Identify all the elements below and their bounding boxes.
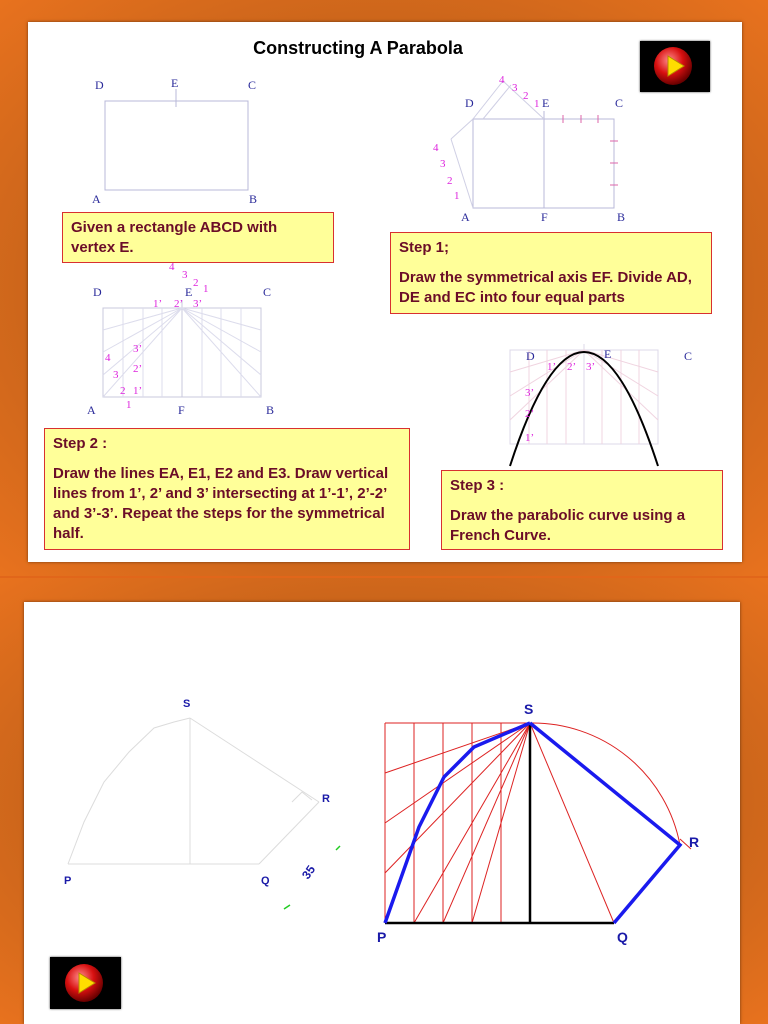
play-button[interactable] [50,957,121,1009]
label-c: C [684,349,693,363]
label-2-prime: 2’ [174,298,184,310]
label-b: B [249,192,258,206]
label-c: C [248,78,257,92]
label-1: 1 [203,283,209,295]
step2-body: Draw the lines EA, E1, E2 and E3. Draw vertical lines from 1’, 2’ and 3’ intersecting at 1’-1’, 2’-2’ and 3’-3’. Repeat the steps for the symmetrical half. [53,465,389,542]
label-4: 4 [169,261,175,273]
label-e: E [604,347,612,361]
label-d: D [526,349,535,363]
label-2: 2 [447,175,453,187]
label-b: B [617,210,626,224]
label-1-prime: 1’ [547,361,557,373]
given-note [62,212,334,263]
play-button-icon [50,957,121,1009]
figure-pqrs-construction [369,697,709,957]
label-3-prime: 3’ [193,298,203,310]
label-2: 2 [523,90,529,102]
given-text: Given a rectangle ABCD with vertex E. [71,219,278,256]
label-4: 4 [433,142,439,154]
label-2-prime: 2’ [567,361,577,373]
label-3: 3 [512,82,518,94]
parabolic-curve [385,723,530,923]
label-s: S [183,698,191,710]
label-p: P [64,875,72,887]
label-3-prime: 3’ [133,343,143,355]
slide-pqrs-construction [0,578,768,1024]
label-q: Q [261,875,270,887]
label-3-prime: 3’ [525,387,535,399]
label-d: D [95,78,104,92]
polygon-outline [530,723,680,923]
label-3: 3 [113,369,119,381]
label-1: 1 [534,98,540,110]
label-1-prime: 1’ [525,432,535,444]
label-2-prime: 2’ [525,408,535,420]
slide-panel [24,602,740,1024]
label-r: R [689,834,700,850]
label-s: S [524,701,534,717]
label-3: 3 [440,158,446,170]
label-c: C [263,285,272,299]
label-a: A [461,210,470,224]
label-1: 1 [454,190,460,202]
label-d: D [465,96,474,110]
label-f: F [541,210,548,224]
label-f: F [178,403,185,417]
label-c: C [615,96,624,110]
step3-body: Draw the parabolic curve using a French Curve. [450,507,686,544]
label-1: 1 [126,399,132,411]
figure-step3 [483,322,693,467]
label-r: R [322,793,330,805]
label-p: P [377,929,387,945]
label-e: E [542,96,550,110]
step2-note [44,428,410,550]
step2-heading: Step 2 : [53,435,108,452]
label-2-prime: 2’ [133,363,143,375]
figure-step1 [423,69,633,229]
dimension-label: 35 [298,862,319,882]
step1-body: Draw the symmetrical axis EF. Divide AD, DE and EC into four equal parts [399,269,692,306]
label-2: 2 [120,385,126,397]
label-d: D [93,285,102,299]
label-a: A [87,403,96,417]
label-q: Q [617,929,628,945]
label-b: B [266,403,275,417]
slide-panel [28,22,742,562]
label-a: A [92,192,101,206]
figure-pqrs-sketch [54,662,374,922]
step1-heading: Step 1; [399,239,450,256]
play-button[interactable] [640,41,710,92]
label-2: 2 [193,277,199,289]
step1-note [390,232,712,314]
step3-note [441,470,723,550]
label-4: 4 [499,74,505,86]
label-4: 4 [105,352,111,364]
label-e: E [171,76,179,90]
label-3: 3 [182,269,188,281]
label-1-prime: 1’ [133,385,143,397]
play-button-icon [640,41,710,92]
label-1-prime: 1’ [153,298,163,310]
figure-step2 [73,260,278,420]
figure-given-rectangle [88,77,268,212]
label-e: E [185,285,193,299]
slide-title: Constructing A Parabola [253,38,463,58]
step3-heading: Step 3 : [450,477,505,494]
label-3-prime: 3’ [586,361,596,373]
